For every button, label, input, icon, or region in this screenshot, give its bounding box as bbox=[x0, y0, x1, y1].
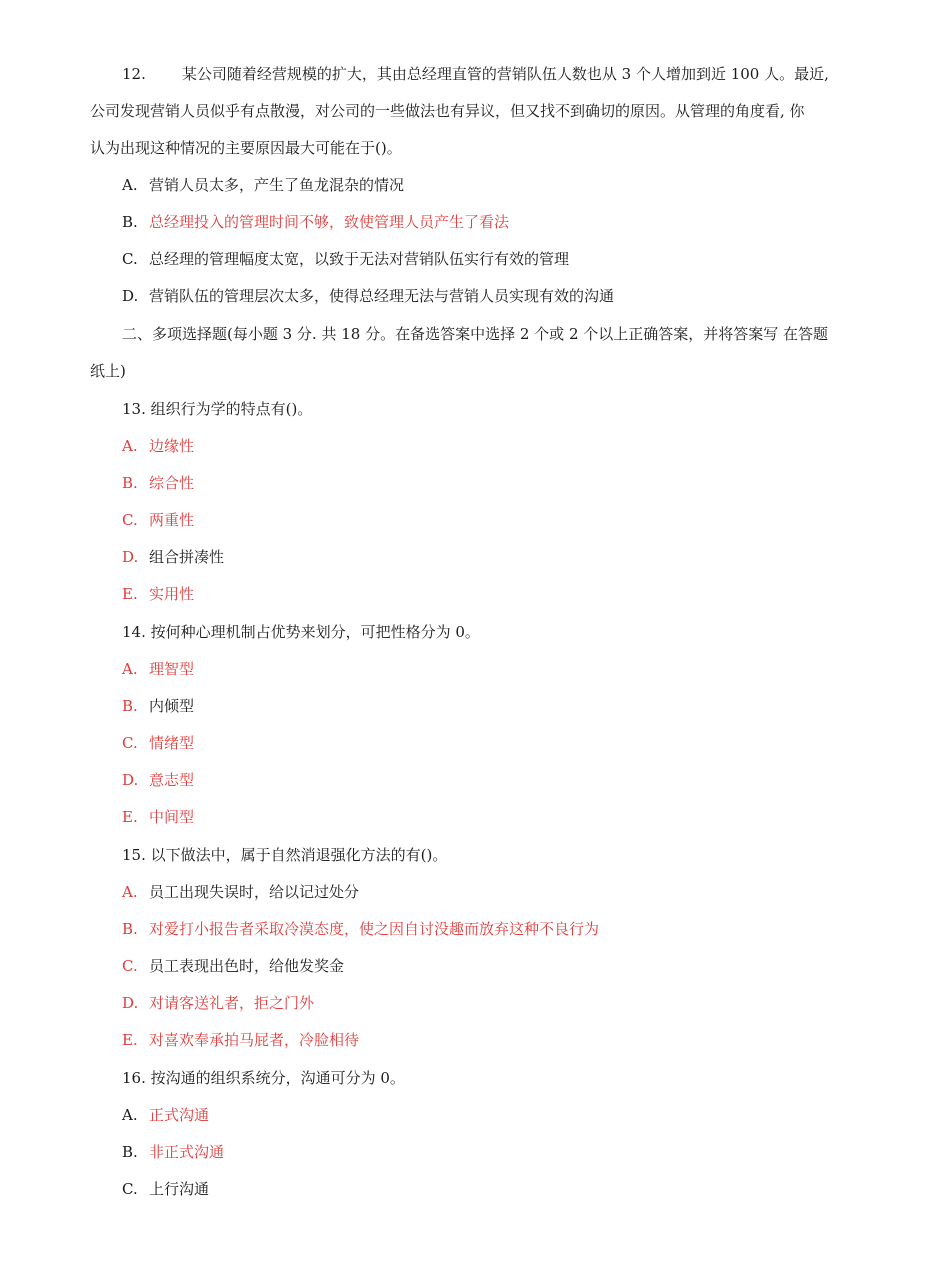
option-letter: B. bbox=[122, 697, 138, 715]
option-text: 综合性 bbox=[149, 474, 195, 492]
q16-option-c bbox=[122, 1179, 209, 1199]
option-letter: B. bbox=[122, 920, 138, 938]
option-text: 营销人员太多，产生了鱼龙混杂的情况 bbox=[149, 176, 405, 194]
q16-option-a bbox=[122, 1105, 209, 1125]
option-text: 对请客送礼者，拒之门外 bbox=[149, 994, 315, 1012]
q13-option-e bbox=[122, 584, 194, 604]
option-letter: D. bbox=[122, 771, 139, 789]
q15-stem: 15. 以下做法中，属于自然消退强化方法的有()。 bbox=[122, 846, 448, 864]
option-text: 中间型 bbox=[149, 808, 195, 826]
q15-option-e bbox=[122, 1030, 359, 1050]
option-text: 组合拼凑性 bbox=[149, 548, 225, 566]
q14-option-d bbox=[122, 770, 194, 790]
option-letter: E. bbox=[122, 1031, 138, 1049]
option-letter: C. bbox=[122, 511, 138, 529]
q12-option-d bbox=[122, 286, 614, 306]
q12-line2: 公司发现营销人员似乎有点散漫，对公司的一些做法也有异议，但又找不到确切的原因。从管理的角度看, 你 bbox=[90, 102, 805, 120]
q13-option-d bbox=[122, 547, 224, 567]
option-text: 总经理投入的管理时间不够，致使管理人员产生了看法 bbox=[149, 213, 510, 231]
option-text: 意志型 bbox=[149, 771, 195, 789]
option-text: 非正式沟通 bbox=[149, 1143, 225, 1161]
section2-heading-line1: 二、多项选择题(每小题 3 分. 共 18 分。在备选答案中选择 2 个或 2 个以上正确答案，并将答案写 在答题 bbox=[122, 325, 829, 343]
q13-option-c bbox=[122, 510, 194, 530]
option-letter: E. bbox=[122, 808, 138, 826]
option-letter: A. bbox=[122, 660, 138, 678]
q15-option-c bbox=[122, 956, 344, 976]
option-letter: A. bbox=[122, 437, 138, 455]
option-letter: D. bbox=[122, 548, 139, 566]
option-letter: B. bbox=[122, 213, 138, 231]
option-text: 实用性 bbox=[149, 585, 195, 603]
option-letter: B. bbox=[122, 1143, 138, 1161]
option-text: 正式沟通 bbox=[149, 1106, 210, 1124]
q12-option-b bbox=[122, 212, 509, 232]
q12-line3: 认为出现这种情况的主要原因最大可能在于()。 bbox=[90, 139, 402, 157]
option-text: 总经理的管理幅度太宽，以致于无法对营销队伍实行有效的管理 bbox=[149, 250, 570, 268]
option-text: 理智型 bbox=[149, 660, 195, 678]
q13-stem: 13. 组织行为学的特点有()。 bbox=[122, 400, 313, 418]
option-text: 对爱打小报告者采取冷漠态度，使之因自讨没趣而放弃这种不良行为 bbox=[149, 920, 600, 938]
q15-option-a bbox=[122, 882, 359, 902]
option-text: 内倾型 bbox=[149, 697, 195, 715]
option-letter: C. bbox=[122, 250, 138, 268]
q12-option-c bbox=[122, 249, 569, 269]
option-text: 两重性 bbox=[149, 511, 195, 529]
option-text: 员工出现失误时，给以记过处分 bbox=[149, 883, 360, 901]
q14-stem: 14. 按何种心理机制占优势来划分，可把性格分为 0。 bbox=[122, 623, 480, 641]
option-letter: C. bbox=[122, 957, 138, 975]
option-text: 上行沟通 bbox=[149, 1180, 210, 1198]
option-letter: D. bbox=[122, 287, 139, 305]
section2-heading-line2: 纸上) bbox=[90, 362, 126, 380]
q14-option-c bbox=[122, 733, 194, 753]
option-text: 对喜欢奉承拍马屁者，冷脸相待 bbox=[149, 1031, 360, 1049]
option-text: 边缘性 bbox=[149, 437, 195, 455]
q16-option-b bbox=[122, 1142, 224, 1162]
q12-option-a bbox=[122, 175, 404, 195]
option-letter: B. bbox=[122, 474, 138, 492]
option-text: 情绪型 bbox=[149, 734, 195, 752]
option-letter: A. bbox=[122, 883, 138, 901]
q15-option-b bbox=[122, 919, 599, 939]
q15-option-d bbox=[122, 993, 314, 1013]
q13-option-a bbox=[122, 436, 194, 456]
q14-option-a bbox=[122, 659, 194, 679]
option-letter: C. bbox=[122, 1180, 138, 1198]
option-letter: E. bbox=[122, 585, 138, 603]
q12-line1 bbox=[122, 64, 829, 84]
option-letter: C. bbox=[122, 734, 138, 752]
q12-text-line1: 某公司随着经营规模的扩大，其由总经理直管的营销队伍人数也从 3 个人增加到近 100 人。最近, bbox=[181, 65, 829, 83]
q14-option-e bbox=[122, 807, 194, 827]
option-text: 员工表现出色时，给他发奖金 bbox=[149, 957, 345, 975]
q14-option-b bbox=[122, 696, 194, 716]
q16-stem: 16. 按沟通的组织系统分，沟通可分为 0。 bbox=[122, 1069, 405, 1087]
option-letter: A. bbox=[122, 176, 138, 194]
option-text: 营销队伍的管理层次太多，使得总经理无法与营销人员实现有效的沟通 bbox=[149, 287, 615, 305]
q13-option-b bbox=[122, 473, 194, 493]
q12-number: 12. bbox=[122, 65, 146, 83]
option-letter: D. bbox=[122, 994, 139, 1012]
option-letter: A. bbox=[122, 1106, 138, 1124]
